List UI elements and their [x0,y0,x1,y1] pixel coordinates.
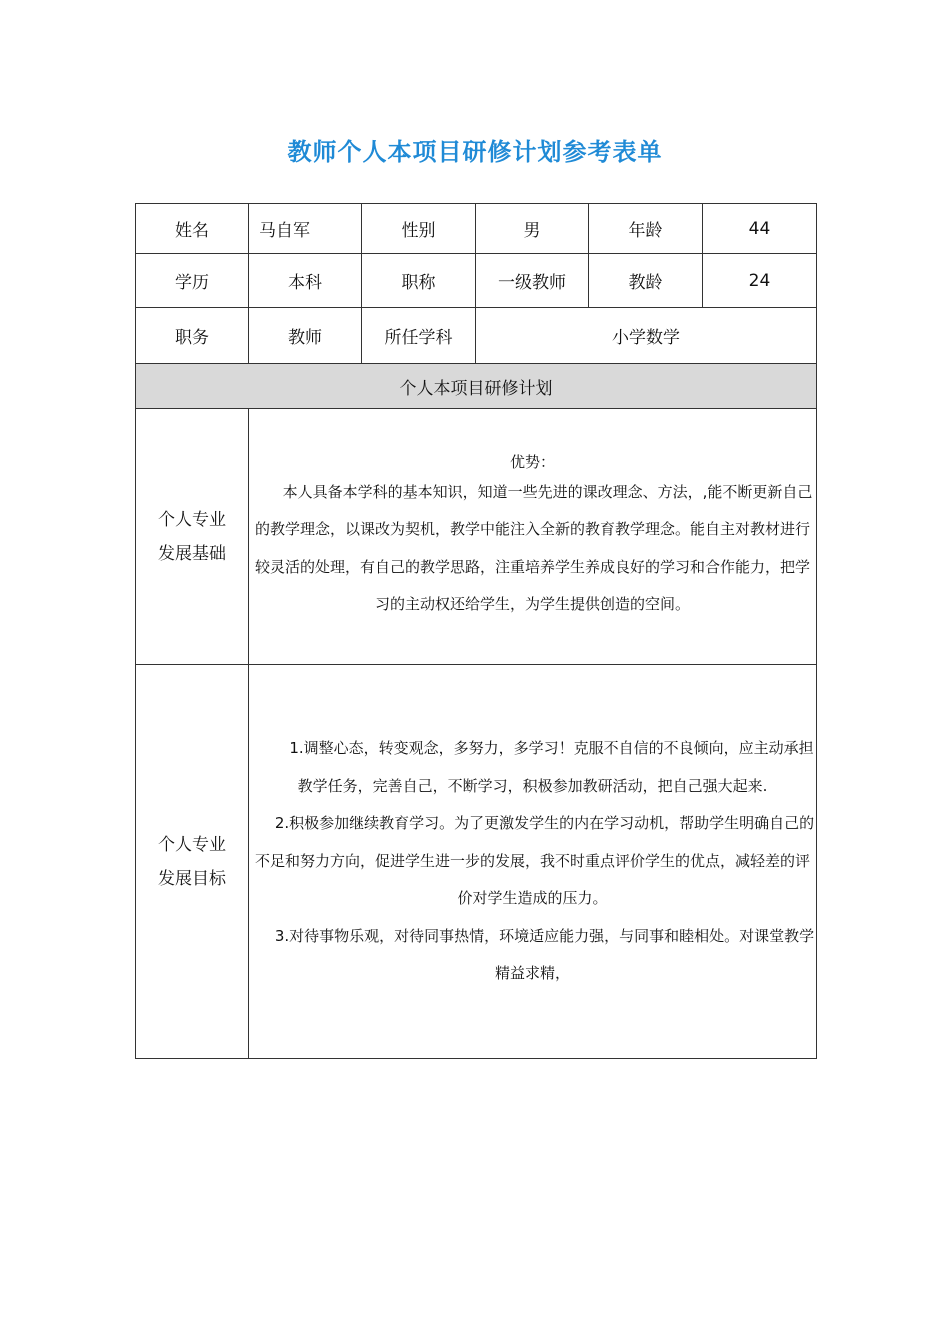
section-title: 个人本项目研修计划 [136,364,817,409]
edu-label: 学历 [136,254,249,308]
gender-value: 男 [476,204,589,254]
goal-label [136,665,249,1059]
basis-text: 本人具备本学科的基本知识，知道一些先进的课改理念、方法，,能不断更新自己的教学理念，以课改为契机，教学中能注入全新的教育教学理念。能自主对教材进行较灵活的处理，有自己的教学思路，注重培养学生养成良好的学习和合作能力，把学习的主动权还给学生，为学生提供创造的空间。 [254,482,813,613]
goal-item-2: 2.积极参加继续教育学习。为了更激发学生的内在学习动机，帮助学生明确自己的不足和努力方向，促进学生进一步的发展，我不时重点评价学生的优点，减轻差的评价对学生造成的压力。 [254,814,815,908]
gender-label: 性别 [362,204,476,254]
duty-value: 教师 [249,308,362,364]
section-row [136,364,817,409]
basis-label [136,409,249,665]
age-label: 年龄 [589,204,703,254]
edu-value: 本科 [249,254,362,308]
table-row [136,308,817,364]
teach-years-value: 24 [703,254,817,308]
subject-label: 所任学科 [362,308,476,364]
basis-content [249,409,817,665]
rank-value: 一级教师 [476,254,589,308]
goal-item-3: 3.对待事物乐观，对待同事热情，环境适应能力强，与同事和睦相处。对课堂教学精益求精， [274,926,815,983]
goal-label-line1: 个人专业 [158,834,226,855]
basis-row [136,409,817,665]
goal-label-line2: 发展目标 [158,868,226,889]
basis-label-line2: 发展基础 [158,543,226,564]
page-title: 教师个人本项目研修计划参考表单 [287,138,663,166]
name-label: 姓名 [136,204,249,254]
goal-row [136,665,817,1059]
duty-label: 职务 [136,308,249,364]
plan-form-table [135,203,817,1059]
basis-label-line1: 个人专业 [158,509,226,530]
goal-content [249,665,817,1059]
table-row [136,204,817,254]
table-row [136,254,817,308]
age-value: 44 [703,204,817,254]
teach-years-label: 教龄 [589,254,703,308]
goal-item-1: 1.调整心态，转变观念，多努力，多学习！克服不自信的不良倾向，应主动承担教学任务，完善自己，不断学习，积极参加教研活动，把自己强大起来. [289,739,814,795]
basis-heading: 优势： [509,452,555,471]
rank-label: 职称 [362,254,476,308]
name-value: 马自军 [249,204,362,254]
subject-value: 小学数学 [476,308,817,364]
